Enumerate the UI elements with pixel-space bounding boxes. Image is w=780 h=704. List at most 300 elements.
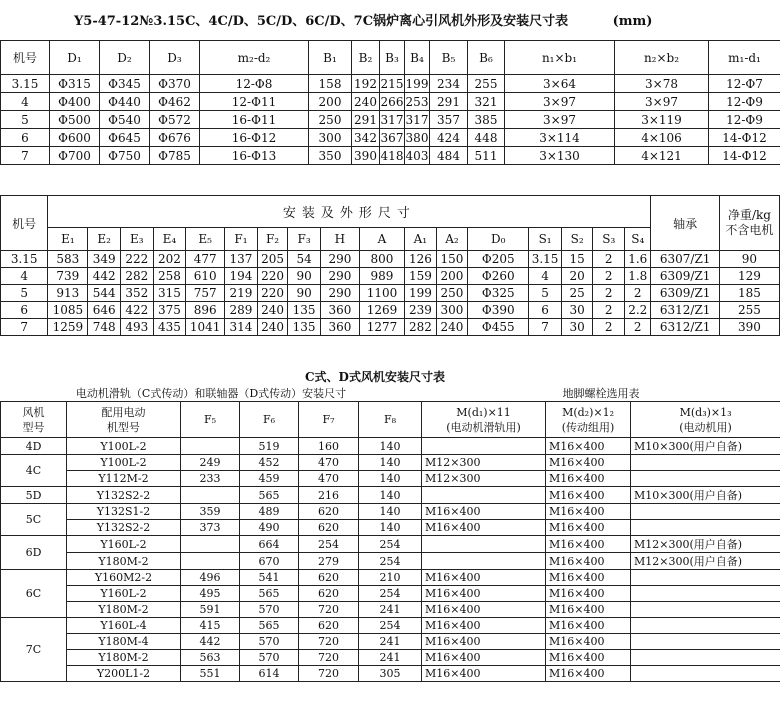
table-row — [1, 602, 780, 618]
table3-header-motor-line2: 机型号 — [107, 420, 140, 434]
table2-subheader-cell: A₁ — [405, 228, 437, 251]
table-cell: 282 — [120, 268, 153, 285]
table-cell — [631, 666, 780, 682]
table-cell: M16×400 — [546, 471, 631, 487]
table-row — [1, 634, 780, 650]
table3-header-m2-line1: M(d₂)×1₂ — [562, 405, 615, 419]
table-cell — [422, 487, 546, 504]
table-cell: 6309/Z1 — [651, 268, 719, 285]
table-cell: 7 — [1, 147, 50, 165]
table-row — [1, 438, 780, 455]
table-cell: Y180M-2 — [67, 553, 181, 570]
table-cell: 4×121 — [615, 147, 709, 165]
table-cell: 315 — [153, 285, 186, 302]
table-cell — [181, 438, 240, 455]
table-cell: 448 — [468, 129, 505, 147]
table-cell: Y160L-2 — [67, 586, 181, 602]
table-cell: Φ462 — [150, 93, 200, 111]
fan-model-cell: 4D — [1, 438, 67, 455]
table-cell: 216 — [299, 487, 359, 504]
table-cell: M16×400 — [546, 570, 631, 586]
table-cell: 2 — [593, 319, 625, 336]
table-cell: 254 — [359, 536, 422, 553]
table-cell: 200 — [309, 93, 352, 111]
table-cell: Φ345 — [100, 75, 150, 93]
table2-subheader-cell: S₄ — [625, 228, 651, 251]
table-cell — [631, 471, 780, 487]
table-row — [1, 75, 780, 93]
table2-subheader-cell: F₃ — [288, 228, 321, 251]
table-cell: 158 — [309, 75, 352, 93]
table-cell: 493 — [120, 319, 153, 336]
table-cell: 140 — [359, 438, 422, 455]
table-cell — [631, 634, 780, 650]
table-cell: 3×97 — [505, 93, 615, 111]
table-cell: 4 — [1, 268, 48, 285]
table3-header-model — [1, 402, 67, 438]
table-cell: Y180M-2 — [67, 650, 181, 666]
table3-header-f7: F₇ — [299, 402, 359, 438]
table-cell: Φ205 — [468, 251, 529, 268]
table-row — [1, 455, 780, 471]
table-cell: 6 — [1, 129, 50, 147]
table2-subheader-cell: E₄ — [153, 228, 186, 251]
table3-header-f5: F₅ — [181, 402, 240, 438]
table-cell: 12-Φ9 — [709, 93, 780, 111]
table1-header-cell: B₁ — [309, 41, 352, 75]
table-cell: 442 — [181, 634, 240, 650]
table-cell — [631, 602, 780, 618]
table-cell: 241 — [359, 602, 422, 618]
table-cell: 484 — [430, 147, 468, 165]
table-cell: 241 — [359, 634, 422, 650]
table-cell: 4×106 — [615, 129, 709, 147]
table-cell: 489 — [240, 504, 299, 520]
table-row — [1, 111, 780, 129]
table-cell: 12-Φ11 — [200, 93, 309, 111]
table-row — [1, 666, 780, 682]
table-cell: 290 — [320, 251, 359, 268]
table3-header-m3 — [631, 402, 780, 438]
table-cell: 290 — [320, 268, 359, 285]
table3-group-left: 电动机滑轨（C式传动）和联轴器（D式传动）安装尺寸 — [75, 387, 347, 400]
table-cell: M12×300 — [422, 471, 546, 487]
table-cell: M12×300(用户自备) — [631, 553, 780, 570]
table-cell: 12-Φ7 — [709, 75, 780, 93]
table-row — [1, 520, 780, 536]
table2-subheader-cell: A — [359, 228, 404, 251]
table2-subheader-cell: E₅ — [186, 228, 225, 251]
table-cell: 390 — [352, 147, 380, 165]
fan-model-cell: 5C — [1, 504, 67, 536]
table2-header-weight-line1: 净重/kg — [727, 208, 771, 222]
table-cell: M16×400 — [546, 634, 631, 650]
table-cell: 317 — [380, 112, 404, 127]
table-cell: 12-Φ9 — [709, 111, 780, 129]
table-cell: 2 — [593, 268, 625, 285]
table-row — [1, 93, 780, 111]
table-cell: 614 — [240, 666, 299, 682]
table-cell: M16×400 — [546, 536, 631, 553]
table-cell: 140 — [359, 471, 422, 487]
table-cell — [181, 487, 240, 504]
table-cell: M16×400 — [422, 504, 546, 520]
table-cell: 255 — [719, 302, 779, 319]
table-cell: 913 — [48, 285, 88, 302]
table2-header-bearing: 轴承 — [651, 196, 719, 251]
table1 — [0, 40, 780, 165]
table-cell: Φ400 — [50, 93, 100, 111]
table-cell: 435 — [153, 319, 186, 336]
table-cell: 222 — [120, 251, 153, 268]
table-cell: Φ700 — [50, 147, 100, 165]
table-cell — [631, 570, 780, 586]
table-cell: 739 — [48, 268, 88, 285]
table-cell: 375 — [153, 302, 186, 319]
table3-group-right: 地脚螺栓选用表 — [562, 387, 640, 400]
table-cell: 314 — [225, 319, 258, 336]
table1-header-cell: B₃ — [380, 41, 405, 75]
table-cell: 565 — [240, 586, 299, 602]
table-cell: Φ600 — [50, 129, 100, 147]
table-cell: 215 — [380, 76, 404, 91]
table-cell: Φ370 — [150, 75, 200, 93]
table-cell: 3.15 — [529, 251, 562, 268]
table-cell: Y132S2-2 — [67, 520, 181, 536]
table-cell: 390 — [719, 319, 779, 336]
table-cell: 150 — [436, 251, 468, 268]
table-cell: 415 — [181, 618, 240, 634]
table-cell: 2 — [625, 319, 651, 336]
fan-model-cell: 7C — [1, 618, 67, 682]
table-cell: Y132S2-2 — [67, 487, 181, 504]
table-cell: 757 — [186, 285, 225, 302]
table-cell — [422, 536, 546, 553]
table2-header-model: 机号 — [1, 196, 48, 251]
table1-header-cell: D₃ — [150, 41, 200, 75]
table-cell: 6312/Z1 — [651, 302, 719, 319]
table1-body — [1, 75, 780, 165]
table-cell: Φ572 — [150, 111, 200, 129]
table-cell: 205 — [257, 251, 288, 268]
table1-unit: (mm) — [612, 14, 653, 29]
table-cell: 290 — [320, 285, 359, 302]
table-cell: 199 — [405, 76, 429, 91]
table3-header-f8: F₈ — [359, 402, 422, 438]
table-cell: M16×400 — [422, 618, 546, 634]
table-cell: 5 — [1, 285, 48, 302]
table-cell: 360 — [320, 319, 359, 336]
table-cell: 6312/Z1 — [651, 319, 719, 336]
table-cell: M16×400 — [546, 586, 631, 602]
table-cell: 4 — [1, 93, 50, 111]
table-cell: Y132S1-2 — [67, 504, 181, 520]
table-cell: 3×64 — [505, 75, 615, 93]
table-cell: Φ260 — [468, 268, 529, 285]
table-cell: 3.15 — [1, 251, 48, 268]
table1-header-cell: B₂ — [352, 41, 380, 75]
table-cell: M16×400 — [422, 586, 546, 602]
table-row — [1, 251, 780, 268]
table-cell: 422 — [120, 302, 153, 319]
table-cell: 219 — [225, 285, 258, 302]
table3-header-m1-line1: M(d₁)×11 — [456, 405, 511, 419]
table-cell: M16×400 — [422, 634, 546, 650]
table-cell — [631, 504, 780, 520]
table-cell: 385 — [468, 111, 505, 129]
table-cell: Y180M-2 — [67, 602, 181, 618]
table-cell: 565 — [240, 487, 299, 504]
table-cell — [631, 618, 780, 634]
table-cell: M16×400 — [422, 666, 546, 682]
table-cell: M16×400 — [546, 487, 631, 504]
table-cell: 620 — [299, 520, 359, 536]
table-cell: 234 — [430, 75, 468, 93]
table-cell: 3×130 — [505, 147, 615, 165]
table-cell: 16-Φ12 — [200, 129, 309, 147]
table-cell: 254 — [359, 553, 422, 570]
table-cell: 349 — [88, 251, 121, 268]
table-cell: 159 — [405, 268, 437, 285]
table-cell: 300 — [309, 129, 352, 147]
table-cell: 258 — [153, 268, 186, 285]
table-cell: 279 — [299, 553, 359, 570]
table-cell: 90 — [288, 285, 321, 302]
table-cell: 240 — [352, 93, 380, 111]
table-cell: Y100L-2 — [67, 438, 181, 455]
table-cell: 140 — [359, 455, 422, 471]
table-cell: 496 — [181, 570, 240, 586]
table-cell: 720 — [299, 634, 359, 650]
table2-subheader-cell: E₃ — [120, 228, 153, 251]
table2-subheader-cell: E₂ — [88, 228, 121, 251]
table-cell: M16×400 — [546, 553, 631, 570]
table-cell: 255 — [468, 75, 505, 93]
table-cell: 240 — [257, 302, 288, 319]
table-cell: 1.6 — [625, 251, 651, 268]
table-cell: 54 — [288, 251, 321, 268]
table-cell: 5 — [1, 111, 50, 129]
table-cell: M16×400 — [546, 438, 631, 455]
table2-subheader-cell: S₁ — [529, 228, 562, 251]
table-cell: Φ390 — [468, 302, 529, 319]
table-cell: Y112M-2 — [67, 471, 181, 487]
table-cell: 250 — [436, 285, 468, 302]
table-cell: 367 — [380, 130, 404, 145]
table-cell — [181, 536, 240, 553]
table-cell: 254 — [359, 618, 422, 634]
table-cell: 291 — [430, 93, 468, 111]
table-cell: 6307/Z1 — [651, 251, 719, 268]
table-cell: 140 — [359, 520, 422, 536]
table-cell: 6 — [529, 302, 562, 319]
table-cell: 620 — [299, 618, 359, 634]
table-cell: 896 — [186, 302, 225, 319]
table3-body — [1, 438, 780, 682]
table-cell: 1277 — [359, 319, 404, 336]
table-cell: 282 — [405, 319, 437, 336]
table-cell: Φ676 — [150, 129, 200, 147]
table-row — [1, 553, 780, 570]
table2 — [0, 195, 780, 336]
table-cell: 583 — [48, 251, 88, 268]
table-cell: 233 — [181, 471, 240, 487]
table-cell: 300 — [436, 302, 468, 319]
table-cell: 544 — [88, 285, 121, 302]
table-cell: 424 — [430, 129, 468, 147]
table2-subheader-cell: H — [320, 228, 359, 251]
table-cell: 199 — [405, 285, 437, 302]
table-cell: 3.15 — [1, 75, 50, 93]
table-cell: 1259 — [48, 319, 88, 336]
table-cell: 1.8 — [625, 268, 651, 285]
table1-header-cell: n₂×b₂ — [615, 41, 709, 75]
table-cell: 490 — [240, 520, 299, 536]
table-cell: Y160L-4 — [67, 618, 181, 634]
table-cell: 2.2 — [625, 302, 651, 319]
table-cell: 202 — [153, 251, 186, 268]
table3-header-m1-line2: (电动机滑轨用) — [446, 420, 521, 434]
table-cell — [631, 455, 780, 471]
table-cell: 90 — [288, 268, 321, 285]
table2-subheader-cell: S₂ — [561, 228, 593, 251]
table-cell: M12×300 — [422, 455, 546, 471]
table-cell: 403 — [405, 148, 429, 163]
table-cell: 360 — [320, 302, 359, 319]
table-cell: 3×114 — [505, 129, 615, 147]
table3-header-motor-line1: 配用电动 — [101, 405, 146, 419]
table1-header-row — [1, 41, 780, 75]
table1-header-cell: 机号 — [1, 41, 50, 75]
table2-subheader-cell: A₂ — [436, 228, 468, 251]
table-cell: 3×78 — [615, 75, 709, 93]
table-cell: 305 — [359, 666, 422, 682]
table-row — [1, 471, 780, 487]
table-cell: M16×400 — [422, 520, 546, 536]
table-cell: 135 — [288, 319, 321, 336]
table-cell: 250 — [309, 111, 352, 129]
table-cell — [631, 650, 780, 666]
table-cell: 2 — [593, 251, 625, 268]
table-cell: 570 — [240, 634, 299, 650]
table-cell: 748 — [88, 319, 121, 336]
table-cell: 563 — [181, 650, 240, 666]
table-row — [1, 650, 780, 666]
table-cell: 620 — [299, 504, 359, 520]
table-cell: 129 — [719, 268, 779, 285]
table3-header-m2-line2: (传动组用) — [561, 420, 615, 434]
fan-model-cell: 5D — [1, 487, 67, 504]
table3-header-model-line2: 型号 — [22, 420, 45, 434]
table2-subheader-cell: F₁ — [225, 228, 258, 251]
table-cell: 240 — [257, 319, 288, 336]
table-cell: 2 — [593, 302, 625, 319]
table-cell: 289 — [225, 302, 258, 319]
table2-header-weight — [719, 196, 779, 251]
table-cell — [631, 586, 780, 602]
table-cell: 291 — [352, 111, 380, 129]
table-cell: 565 — [240, 618, 299, 634]
table-cell: 646 — [88, 302, 121, 319]
table-cell: 495 — [181, 586, 240, 602]
table-cell: 570 — [240, 650, 299, 666]
table-cell: 1041 — [186, 319, 225, 336]
table-cell: 610 — [186, 268, 225, 285]
table-cell — [422, 438, 546, 455]
table-row — [1, 319, 780, 336]
table-cell: 16-Φ11 — [200, 111, 309, 129]
fan-model-cell: 6D — [1, 536, 67, 570]
table-row — [1, 147, 780, 165]
table-cell: Φ440 — [100, 93, 150, 111]
table-cell: M16×400 — [546, 650, 631, 666]
table-cell: 342 — [352, 129, 380, 147]
table-row — [1, 586, 780, 602]
table-cell: Y200L1-2 — [67, 666, 181, 682]
table-cell: 25 — [561, 285, 593, 302]
table-cell: 2 — [593, 285, 625, 302]
table-cell: 90 — [719, 251, 779, 268]
table-cell: 266 — [380, 94, 404, 109]
table-cell: Φ315 — [50, 75, 100, 93]
table-cell: Φ785 — [150, 147, 200, 165]
table-cell: M16×400 — [422, 570, 546, 586]
table2-header-weight-line2: 不含电机 — [725, 223, 774, 237]
table-cell: 220 — [257, 268, 288, 285]
table-cell: 6 — [1, 302, 48, 319]
table-cell: 140 — [359, 487, 422, 504]
table-cell: 210 — [359, 570, 422, 586]
table-cell: M12×300(用户自备) — [631, 536, 780, 553]
table-cell: M16×400 — [546, 504, 631, 520]
table-row — [1, 536, 780, 553]
table-cell: 14-Φ12 — [709, 129, 780, 147]
table-row — [1, 618, 780, 634]
table-cell: 470 — [299, 471, 359, 487]
table-cell — [422, 553, 546, 570]
table1-header-cell: m₁-d₁ — [709, 41, 780, 75]
table3-header-motor — [67, 402, 181, 438]
table-cell: 3×119 — [615, 111, 709, 129]
table-cell: 3×97 — [615, 93, 709, 111]
table-cell: 7 — [1, 319, 48, 336]
table1-title — [74, 10, 652, 29]
table-cell: M16×400 — [422, 602, 546, 618]
table-row — [1, 570, 780, 586]
table-cell: 470 — [299, 455, 359, 471]
table-cell: Y100L-2 — [67, 455, 181, 471]
table-cell: 140 — [359, 504, 422, 520]
table1-header-cell: B₄ — [405, 41, 430, 75]
table-cell: 620 — [299, 586, 359, 602]
table-cell: 350 — [309, 147, 352, 165]
table-cell: 317 — [405, 112, 429, 127]
table-cell: 720 — [299, 602, 359, 618]
fan-model-cell: 6C — [1, 570, 67, 618]
table2-group-header: 安装及外形尺寸 — [48, 196, 651, 228]
table-cell: 452 — [240, 455, 299, 471]
table-cell: 1269 — [359, 302, 404, 319]
table-cell: 126 — [405, 251, 437, 268]
table2-subheader-cell: E₁ — [48, 228, 88, 251]
table-cell: M16×400 — [546, 666, 631, 682]
table-cell: 14-Φ12 — [709, 147, 780, 165]
table-cell: Y160L-2 — [67, 536, 181, 553]
table-cell: 240 — [436, 319, 468, 336]
table-cell: M16×400 — [546, 618, 631, 634]
table-cell: Φ750 — [100, 147, 150, 165]
table-cell: 5 — [529, 285, 562, 302]
